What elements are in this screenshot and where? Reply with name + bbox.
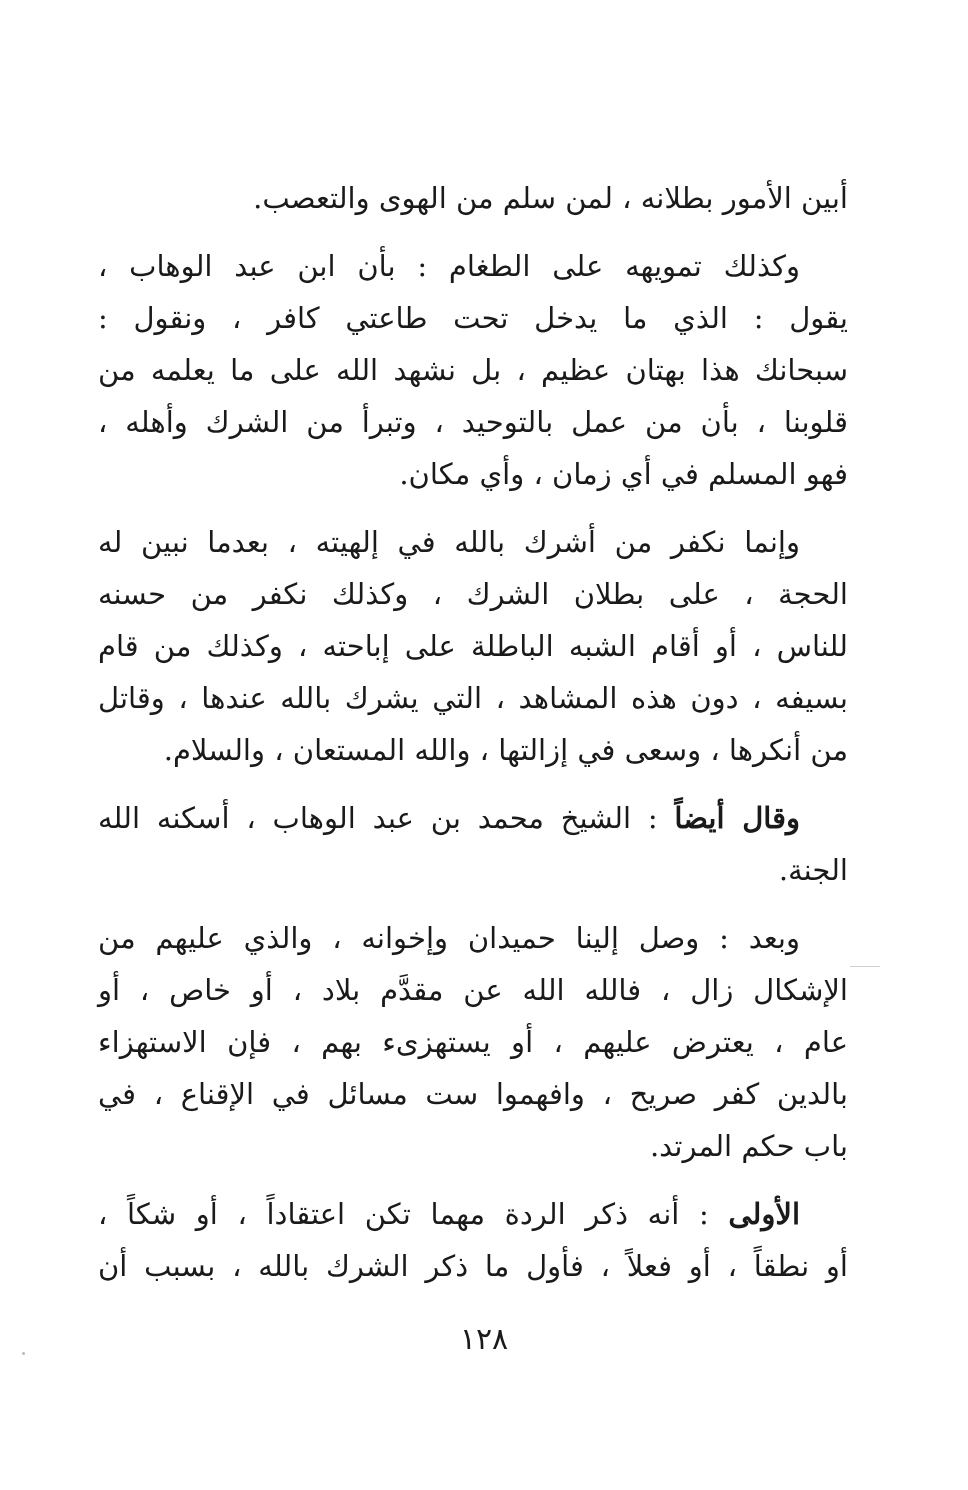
text-line: وإنما نكفر من أشرك بالله في إلهيته ، بعدما نبين له [98,525,800,559]
text-line: يقول : الذي ما يدخل تحت طاعتي كافر ، ونقول : [98,301,848,335]
text-line: أبين الأمور بطلانه ، لمن سلم من الهوى والتعصب. [253,181,848,215]
text-line: باب حكم المرتد. [649,1129,848,1163]
text-span: : الشيخ محمد بن عبد الوهاب ، أسكنه الله [98,801,675,835]
section-heading: الأولى [728,1197,800,1231]
text-line: الحجة ، على بطلان الشرك ، وكذلك نكفر من حسنه [98,577,848,611]
paragraph-2 [98,240,848,500]
paragraph-6 [98,1188,848,1292]
text-line: وكذلك تمويهه على الطغام : بأن ابن عبد الوهاب ، [98,249,800,283]
text-line: بسيفه ، دون هذه المشاهد ، التي يشرك بالله عندها ، وقاتل [98,681,848,715]
text-line: من أنكرها ، وسعى في إزالتها ، والله المستعان ، والسلام. [163,733,848,767]
section-heading: وقال أيضاً [674,801,801,835]
paragraph-5 [98,912,848,1172]
page-number: ١٢٨ [459,1322,509,1357]
text-line [98,792,848,844]
text-line: للناس ، أو أقام الشبه الباطلة على إباحته ، وكذلك من قام [98,629,848,663]
text-line [98,1188,848,1240]
text-line: فهو المسلم في أي زمان ، وأي مكان. [399,457,848,491]
text-line: أو نطقاً ، أو فعلاً ، فأول ما ذكر الشرك بالله ، بسبب أن [98,1249,848,1283]
text-line: سبحانك هذا بهتان عظيم ، بل نشهد الله على ما يعلمه من [98,353,848,387]
text-line: الجنة. [778,853,848,887]
scan-artifact-dot [22,1352,25,1355]
paragraph-4 [98,792,848,896]
paragraph-1 [98,172,848,224]
text-line: بالدين كفر صريح ، وافهموا ست مسائل في الإقناع ، في [98,1077,848,1111]
text-line: الإشكال زال ، فالله الله عن مقدَّم بلاد ، أو خاص ، أو [98,973,848,1007]
body-text [98,172,848,1308]
text-span: : أنه ذكر الردة مهما تكن اعتقاداً ، أو شكاً ، [98,1197,729,1231]
text-line: قلوبنا ، بأن من عمل بالتوحيد ، وتبرأ من الشرك وأهله ، [98,405,848,439]
text-line: عام ، يعترض عليهم ، أو يستهزىء بهم ، فإن الاستهزاء [98,1025,848,1059]
text-line: وبعد : وصل إلينا حميدان وإخوانه ، والذي عليهم من [98,921,800,955]
scan-artifact-line [850,966,880,967]
paragraph-3 [98,516,848,776]
